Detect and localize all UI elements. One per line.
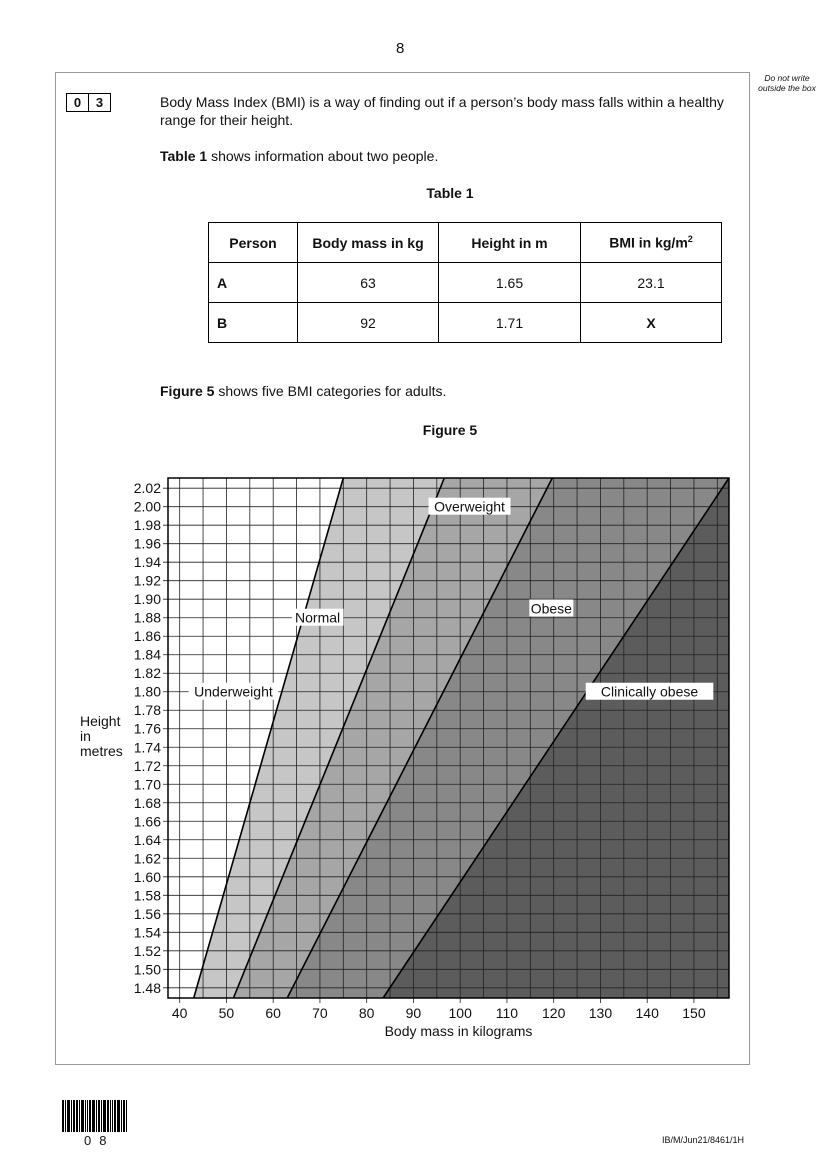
y-tick-label: 1.76: [133, 720, 161, 737]
y-label-line: in: [80, 728, 91, 744]
x-tick-label: 50: [218, 1005, 235, 1021]
category-label: Overweight: [434, 498, 505, 515]
cell-height: 1.65: [439, 263, 581, 303]
header-mass: Body mass in kg: [298, 223, 439, 263]
y-tick-label: 1.88: [133, 609, 161, 626]
y-tick-label: 1.62: [133, 850, 161, 867]
paper-code: IB/M/Jun21/8461/1H: [662, 1135, 745, 1145]
x-tick-label: 70: [312, 1005, 328, 1021]
barcode-bar: [96, 1100, 97, 1132]
y-tick-label: 1.80: [133, 683, 161, 700]
intro-text: Body Mass Index (BMI) is a way of finding out if a person’s body mass falls within a healthy range for their height.: [160, 94, 724, 128]
y-axis-label: [80, 714, 123, 759]
y-tick-label: 1.84: [133, 646, 161, 663]
barcode-bar: [67, 1100, 70, 1132]
cell-mass: 92: [298, 303, 439, 343]
barcode-bar: [107, 1100, 109, 1132]
x-tick-label: 60: [265, 1005, 281, 1021]
header-bmi-text: BMI in kg/m: [609, 234, 688, 251]
category-label: Normal: [295, 609, 341, 626]
barcode-number: 08: [84, 1133, 115, 1148]
barcode-bar: [98, 1100, 100, 1132]
question-digit: 0: [73, 95, 82, 110]
table-title: Table 1: [426, 185, 474, 201]
figure-ref: Figure 5: [160, 383, 215, 399]
barcode-bar: [101, 1100, 102, 1132]
barcode-bar: [87, 1100, 88, 1132]
y-tick-label: 1.96: [133, 535, 161, 552]
cell-bmi: X: [581, 303, 722, 343]
y-tick-label: 1.64: [133, 831, 161, 848]
y-tick-label: 1.70: [133, 776, 161, 793]
x-tick-label: 80: [358, 1005, 375, 1021]
x-tick-label: 110: [495, 1005, 519, 1021]
cell-height: 1.71: [439, 303, 581, 343]
y-tick-label: 1.52: [133, 942, 161, 959]
barcode-bar: [92, 1100, 95, 1132]
barcode-bar: [123, 1100, 125, 1132]
cell-mass: 63: [298, 263, 439, 303]
x-tick-label: 140: [635, 1005, 659, 1021]
header-bmi-sup: 2: [687, 234, 693, 245]
category-label: Underweight: [194, 683, 273, 700]
barcode-bar: [71, 1100, 72, 1132]
barcode-bar: [73, 1100, 75, 1132]
barcode: [62, 1100, 128, 1132]
figure-intro-text: shows five BMI categories for adults.: [214, 383, 447, 399]
table-intro-text: shows information about two people.: [207, 148, 439, 164]
x-tick-label: 40: [171, 1005, 188, 1021]
barcode-bar: [65, 1100, 66, 1132]
y-tick-label: 1.98: [133, 517, 161, 534]
y-tick-label: 1.58: [133, 887, 161, 904]
x-axis-label: Body mass in kilograms: [384, 1023, 533, 1039]
x-tick-label: 120: [542, 1005, 566, 1021]
cell-person: B: [209, 303, 298, 343]
y-tick-label: 1.74: [133, 739, 161, 756]
y-label-line: metres: [80, 743, 123, 759]
barcode-bar: [114, 1100, 116, 1132]
barcode-bar: [126, 1100, 127, 1132]
y-tick-label: 2.02: [133, 480, 161, 497]
x-tick-label: 130: [588, 1005, 613, 1021]
page-number: 8: [396, 40, 405, 57]
y-label-line: Height: [80, 713, 121, 729]
y-tick-label: 1.48: [133, 979, 161, 996]
y-tick-label: 1.68: [133, 794, 161, 811]
y-tick-label: 1.78: [133, 702, 161, 719]
table-ref: Table 1: [160, 148, 208, 164]
x-tick-label: 90: [405, 1005, 422, 1021]
category-label: Clinically obese: [600, 683, 699, 700]
figure-title: Figure 5: [422, 422, 478, 438]
category-label: Obese: [530, 600, 572, 617]
barcode-bar: [112, 1100, 113, 1132]
barcode-bar: [110, 1100, 111, 1132]
barcode-bar: [81, 1100, 84, 1132]
barcode-bar: [121, 1100, 122, 1132]
header-person: Person: [209, 223, 298, 263]
y-tick-label: 1.92: [133, 572, 161, 589]
y-tick-label: 1.86: [133, 628, 161, 645]
y-tick-label: 1.54: [133, 924, 161, 941]
y-tick-label: 1.94: [133, 554, 161, 571]
cell-person: A: [209, 263, 298, 303]
cell-bmi: 23.1: [581, 263, 722, 303]
barcode-bar: [76, 1100, 78, 1132]
barcode-bar: [79, 1100, 80, 1132]
barcode-bar: [117, 1100, 120, 1132]
barcode-bar: [103, 1100, 106, 1132]
y-tick-label: 1.66: [133, 813, 161, 830]
margin-note: Do not write outside the box: [758, 73, 816, 93]
y-tick-label: 1.60: [133, 868, 161, 885]
question-digit: 3: [88, 94, 110, 111]
y-tick-label: 2.00: [133, 498, 161, 515]
y-tick-label: 1.56: [133, 905, 161, 922]
barcode-bar: [85, 1100, 86, 1132]
y-tick-label: 1.90: [133, 591, 161, 608]
barcode-bar: [62, 1100, 64, 1132]
x-tick-label: 150: [682, 1005, 706, 1021]
y-tick-label: 1.72: [133, 757, 161, 774]
y-tick-label: 1.82: [133, 665, 161, 682]
x-tick-label: 100: [448, 1005, 472, 1021]
barcode-bar: [89, 1100, 91, 1132]
y-tick-label: 1.50: [133, 961, 161, 978]
header-height: Height in m: [439, 223, 581, 263]
